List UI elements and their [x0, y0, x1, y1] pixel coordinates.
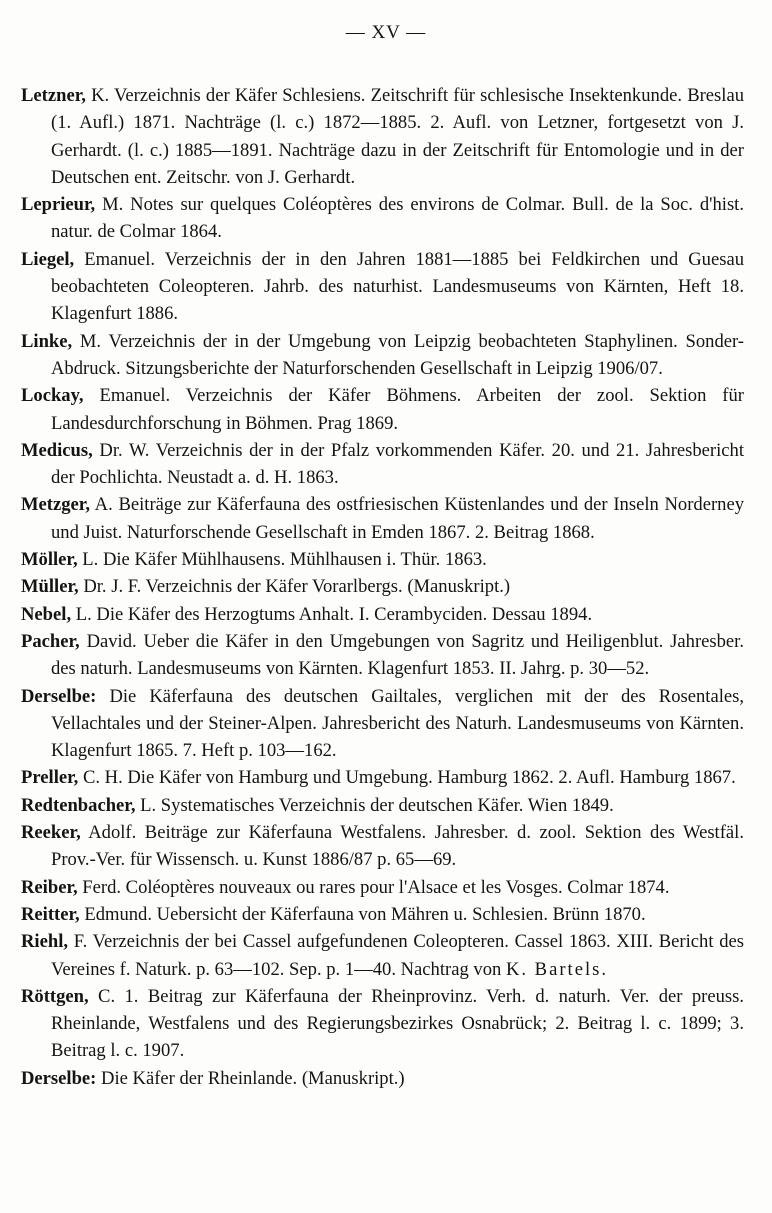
bibliography-entry — [0, 601, 744, 628]
entry-text: M. Notes sur quelques Coléoptères des environs de Colmar. Bull. de la Soc. d'hist. natur. de Colmar 1864. — [51, 194, 744, 243]
entry-author: Lockay, — [21, 385, 84, 407]
entry-author: Müller, — [21, 576, 79, 598]
entry-author: Derselbe: — [21, 1067, 97, 1089]
bibliography-entry — [0, 764, 744, 791]
entry-text: M. Verzeichnis der in der Umgebung von Leipzig beobachteten Staphylinen. Sonder-Abdruck. Sitzungsberichte der Naturforschenden Gesellschaft in Leipzig 1906/07. — [51, 330, 744, 379]
entry-text: David. Ueber die Käfer in den Umgebungen von Sagritz und Heiligenblut. Jahresber. des naturh. Landesmuseums von Kärnten. Klagenfurt 1853. II. Jahrg. p. 30—52. — [51, 630, 744, 680]
bibliography-entry — [0, 628, 744, 683]
entry-author: Reiber, — [21, 876, 78, 898]
bibliography-entry — [0, 573, 744, 600]
bibliography-entry — [0, 1065, 744, 1092]
entry-text: L. Systematisches Verzeichnis der deutschen Käfer. Wien 1849. — [135, 794, 614, 816]
entry-author: Reitter, — [21, 903, 80, 925]
bibliography-entry — [0, 901, 744, 928]
entry-text: Dr. W. Verzeichnis der in der Pfalz vorkommenden Käfer. 20. und 21. Jahresbericht der Pochlichta. Neustadt a. d. H. 1863. — [51, 439, 744, 489]
entry-text: Die Käfer der Rheinlande. (Manuskript.) — [96, 1067, 405, 1089]
entry-spaced-name: K. Bartels. — [505, 958, 608, 980]
entry-author: Riehl, — [21, 931, 69, 953]
bibliography-entry — [0, 819, 744, 874]
entry-text: C. H. Die Käfer von Hamburg und Umgebung. Hamburg 1862. 2. Aufl. Hamburg 1867. — [78, 767, 736, 789]
entry-author: Röttgen, — [21, 985, 89, 1007]
entry-author: Metzger, — [21, 494, 90, 516]
entry-author: Letzner, — [21, 85, 86, 106]
entry-author: Medicus, — [21, 439, 93, 461]
page-number: — XV — — [345, 22, 427, 43]
entry-author: Liegel, — [21, 248, 75, 270]
bibliography-entry — [0, 928, 744, 983]
entry-text: Adolf. Beiträge zur Käferfauna Westfalens. Jahresber. d. zool. Sektion des Westfäl. Prov.-Ver. für Wissensch. u. Kunst 1886/87 p. 65—69. — [51, 822, 744, 871]
bibliography-entry — [0, 491, 744, 546]
entry-author: Leprieur, — [21, 194, 96, 216]
entry-text: L. Die Käfer des Herzogtums Anhalt. I. Cerambyciden. Dessau 1894. — [71, 603, 593, 625]
bibliography-entry — [0, 328, 744, 383]
bibliography-entry — [0, 82, 744, 191]
bibliography-entry — [0, 437, 744, 492]
entry-text: A. Beiträge zur Käferfauna des ostfriesischen Küstenlandes und der Inseln Norderney und Juist. Naturforschende Gesellschaft in Emden 1867. 2. Beitrag 1868. — [51, 494, 744, 543]
entry-text: K. Verzeichnis der Käfer Schlesiens. Zeitschrift für schlesische Insektenkunde. Breslau (1. Aufl.) 1871. Nachträge (l. c.) 1872—1885. 2. Aufl. von Letzner, fortgesetzt von J. Gerhardt. (l. c.) 1885—1891. Nachträge dazu in der Zeitschrift für Entomologie und in der Deutschen ent. Zeitschr. von J. Gerhardt. — [51, 85, 744, 188]
bibliography-list — [0, 82, 744, 1092]
entry-author: Redtenbacher, — [21, 794, 136, 816]
entry-author: Pacher, — [21, 630, 80, 652]
bibliography-entry — [0, 382, 744, 437]
entry-author: Möller, — [21, 549, 78, 571]
entry-author: Nebel, — [21, 603, 72, 625]
entry-text: Emanuel. Verzeichnis der in den Jahren 1881—1885 bei Feldkirchen und Guesau beobachteten Coleopteren. Jahrb. des naturhist. Landesmuseums von Kärnten, Heft 18. Klagenfurt 1886. — [51, 248, 744, 325]
bibliography-entry — [0, 546, 744, 573]
bibliography-entry — [0, 983, 744, 1065]
entry-text: L. Die Käfer Mühlhausens. Mühlhausen i. Thür. 1863. — [77, 549, 487, 571]
entry-author: Preller, — [21, 767, 79, 789]
entry-text: Die Käferfauna des deutschen Gailtales, verglichen mit der des Rosentales, Vellachtales und der Steiner-Alpen. Jahresbericht des Naturh. Landesmuseums von Kärnten. Klagenfurt 1865. 7. Heft p. 103—162. — [51, 685, 744, 762]
bibliography-entry — [0, 683, 744, 765]
entry-author: Linke, — [21, 330, 73, 352]
entry-text: Dr. J. F. Verzeichnis der Käfer Vorarlbergs. (Manuskript.) — [78, 576, 511, 598]
bibliography-entry — [0, 792, 744, 819]
bibliography-entry — [0, 246, 744, 328]
entry-text: Emanuel. Verzeichnis der Käfer Böhmens. Arbeiten der zool. Sektion für Landesdurchforschung in Böhmen. Prag 1869. — [51, 385, 744, 434]
entry-author: Reeker, — [21, 822, 81, 844]
entry-text: Edmund. Uebersicht der Käferfauna von Mähren u. Schlesien. Brünn 1870. — [79, 903, 646, 925]
entry-text: Ferd. Coléoptères nouveaux ou rares pour l'Alsace et les Vosges. Colmar 1874. — [77, 876, 670, 898]
entry-text: F. Verzeichnis der bei Cassel aufgefundenen Coleopteren. Cassel 1863. XIII. Bericht des Vereines f. Naturk. p. 63—102. Sep. p. 1—40. Nachtrag von — [51, 931, 744, 980]
bibliography-entry — [0, 191, 744, 246]
entry-author: Derselbe: — [21, 685, 97, 707]
bibliography-entry — [0, 874, 744, 901]
entry-text: C. 1. Beitrag zur Käferfauna der Rheinprovinz. Verh. d. naturh. Ver. der preuss. Rheinlande, Westfalens und des Regierungsbezirkes Osnabrück; 2. Beitrag l. c. 1899; 3. Beitrag l. c. 1907. — [51, 985, 744, 1062]
